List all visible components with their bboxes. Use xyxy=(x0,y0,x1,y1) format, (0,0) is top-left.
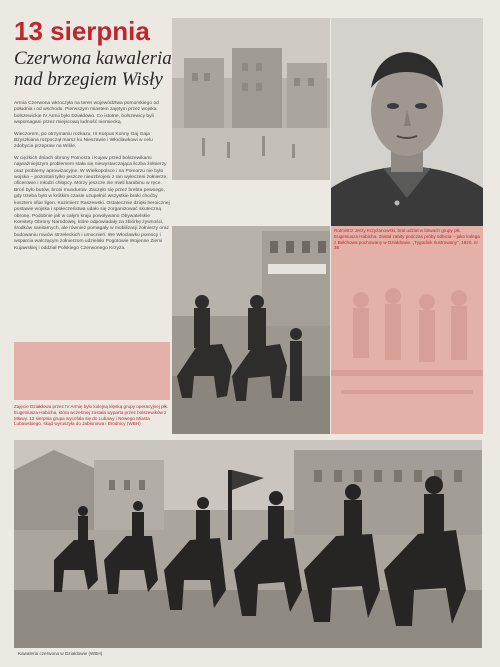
body-paragraph: W ciężkich dniach obrony Pomorza i Kujaw przed bolszewikami najważniejszym problemem stała się niewystarczająca liczba żołnierzy oraz problemy aprowizacyjne. W Wielkopolsce i na Pomorzu nie było wojska – pozostali tylko jeszcze nieuzbrojeni z ran wyleczeni żołnierze, oficerowie i młodzi chłopcy. Mórzy jeszcze nie mieli karabinu w ręce. Broń było butów, broni mundurów. Zaczęło się przez brebta pewnego, gdy trzeba było w krótkim czasie uzupełnić wszystkie braki choćby kosztem ofiar ligen. Kazimierz Raszewski. Ostatecznie dzięki heroicznej postawie wojska i społeczeństwa udało się zorganizować skuteczną obronę. Podobnie jak w całym kraju powoływano Obywatelskie Komitety Obrony Narodowej, które odpowiadały za zbiórkę żywności, środków sanitarnych, ale również pomagały w mobilizacji żołnierzy oraz budowaniu rowów strzeleckich i umocnień. We Włocławku pomocy i wsparcia walczącym żołnierzom udzielało Pogotowie Wojenne Ziemi Kujawskiej i oddział Polskiego Czerwonego Krzyża. xyxy=(14,155,170,251)
body-text xyxy=(14,101,170,257)
portrait-caption: Rotmistrz Jerzy Krzyżanowski, brał udział w bitwach grupy płk. Eugeniusza Habicha. Został zabity podczas próby odbicia – jako kolega z Bełchowa pochowany w Działdowie. „Tygodnik Ilustrowany”, 1920, nr 38 xyxy=(334,228,480,251)
cavalry-parade-photo xyxy=(14,440,482,648)
cavalry-street-caption: Zajęcie Działdowa przez IV Armię było kolejną klęską grupy operacyjnej płk. Eugeniusza Habicha, która wcześniej została wyparta przez bolszewików z Mławy. 13 sierpnia grupa wycofała się do Lubawy i Nowego Miasta Lubawskiego, skąd wyruszyła do Jabłonowa i Brodnicy (WBH) xyxy=(14,404,169,427)
body-paragraph: Armia Czerwona wkroczyła na teren województwa pomorskiego od południa i od wschodu. Pierwszym miastem zajętym przez wojska bolszewickie IV Armii było Działdowo. Co istotne, bolszewicy byli wspomagani przez miejscową ludność niemiecką. xyxy=(14,101,159,126)
left-pink-panel xyxy=(14,342,170,400)
page-date-title: 13 sierpnia xyxy=(14,16,150,46)
portrait-photo xyxy=(331,18,483,226)
cavalry-street-photo xyxy=(172,226,330,434)
pink-infantry-photo xyxy=(331,260,483,434)
faded-town-photo xyxy=(172,18,330,180)
body-paragraph: Wieczorem, po otrzymaniu rozkazu, III Korpus Konny Gaj Gaja Bżyszkiana rozpoczął marsz ku Nieszawie i Włocławkowi w celu zdobycia przepraw na Wiśle. xyxy=(14,131,153,150)
photo-credit: Kawaleria czerwona w Działdowie (WBH) xyxy=(14,648,148,660)
page-subtitle: Czerwona kawaleria nad brzegiem Wisły xyxy=(14,48,172,90)
